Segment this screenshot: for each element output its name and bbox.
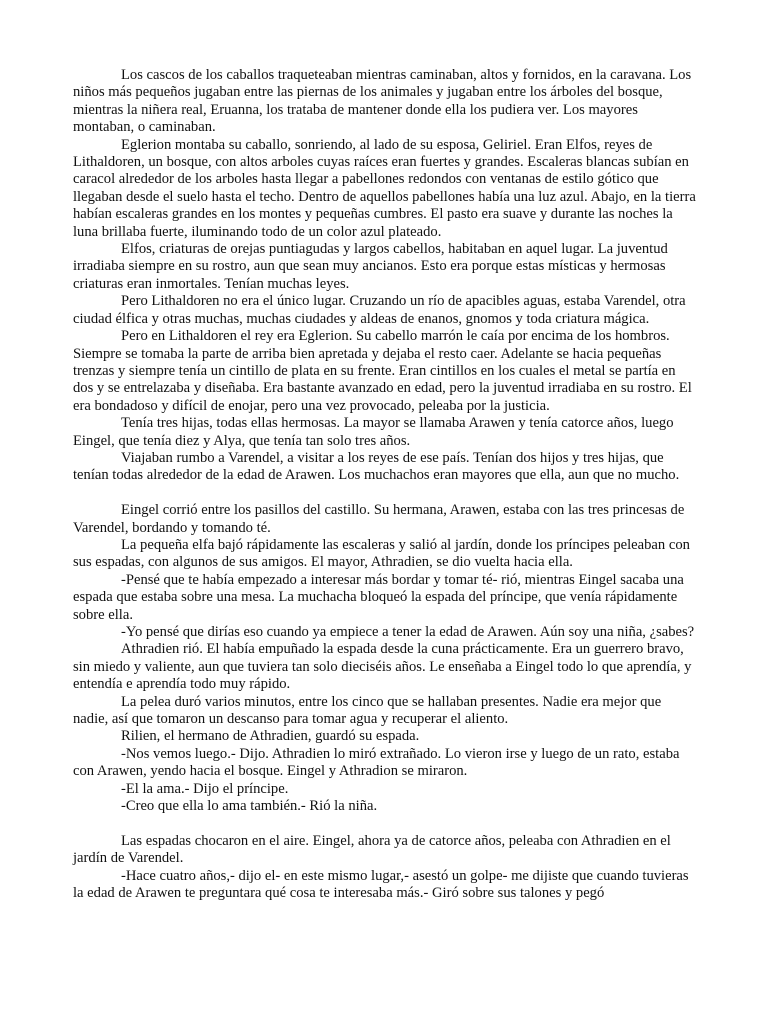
- document-text: [73, 67, 697, 902]
- paragraph: -El la ama.- Dijo el príncipe.: [121, 780, 289, 797]
- paragraph: -Pensé que te había empezado a interesar más bordar y tomar té- rió, mientras Eingel sacaba una espada que estaba sobre una mesa. La muchacha bloqueó la espada del príncipe, que venía rápidamente sobre ella.: [73, 571, 684, 623]
- section-break: [73, 485, 697, 502]
- paragraph: La pequeña elfa bajó rápidamente las escaleras y salió al jardín, donde los príncipes peleaban con sus espadas, con algunos de sus amigos. El mayor, Athradien, se dio vuelta hacia ella.: [73, 536, 690, 571]
- paragraph: Viajaban rumbo a Varendel, a visitar a los reyes de ese país. Tenían dos hijos y tres hijas, que tenían todas alrededor de la edad de Arawen. Los muchachos eran mayores que ella, aun que no mucho.: [73, 449, 680, 484]
- paragraph: La pelea duró varios minutos, entre los cinco que se hallaban presentes. Nadie era mejor que nadie, así que tomaron un descanso para tomar agua y recuperar el aliento.: [73, 693, 662, 728]
- paragraph: Athradien rió. El había empuñado la espada desde la cuna prácticamente. Era un guerrero bravo, sin miedo y valiente, aun que tuviera tan solo dieciséis años. Le enseñaba a Eingel todo lo que aprendía, y entendía e aprendía todo muy rápido.: [73, 641, 692, 693]
- paragraph: -Hace cuatro años,- dijo el- en este mismo lugar,- asestó un golpe- me dijiste que cuando tuvieras la edad de Arawen te preguntara qué cosa te interesaba más.- Giró sobre sus talones y pegó: [73, 867, 689, 902]
- paragraph: Las espadas chocaron en el aire. Eingel, ahora ya de catorce años, peleaba con Athradien en el jardín de Varendel.: [73, 832, 671, 867]
- paragraph: Elfos, criaturas de orejas puntiagudas y largos cabellos, habitaban en aquel lugar. La juventud irradiaba siempre en su rostro, aun que sean muy ancianos. Esto era porque estas místicas y hermosas criaturas eran inmortales. Tenían muchas leyes.: [73, 241, 668, 292]
- paragraph: Rilien, el hermano de Athradien, guardó su espada.: [121, 728, 420, 745]
- paragraph: Eglerion montaba su caballo, sonriendo, al lado de su esposa, Geliriel. Eran Elfos, reyes de Lithaldoren, un bosque, con altos arboles cuyas raíces eran fuertes y grandes. Escaleras blancas subían en caracol alrededor de los arboles hasta llegar a pabellones redondos con ventanas de estilo gótico que llegaban desde el suelo hasta el techo. Dentro de aquellos pabellones había una luz azul. Abajo, en la tierra habían escaleras grandes en los montes y pequeñas cumbres. El pasto era suave y durante las noches la luna brillaba fuerte, iluminando todo de un color azul plateado.: [73, 136, 696, 240]
- paragraph: Pero Lithaldoren no era el único lugar. Cruzando un río de apacibles aguas, estaba Varendel, otra ciudad élfica y otras muchas, muchas ciudades y aldeas de enanos, gnomos y toda criatura mágica.: [73, 293, 686, 327]
- paragraph: Los cascos de los caballos traqueteaban mientras caminaban, altos y fornidos, en la caravana. Los niños más pequeños jugaban entre las piernas de los animales y jugaban entre los árboles del bosque, mientras la niñera real, Eruanna, los trataba de mantener donde ella los pudiera ver. Los mayores montaban, o caminaban.: [73, 67, 692, 136]
- paragraph: Tenía tres hijas, todas ellas hermosas. La mayor se llamaba Arawen y tenía catorce años, luego Eingel, que tenía diez y Alya, que tenía tan solo tres años.: [73, 415, 674, 449]
- section-break: [73, 815, 697, 832]
- paragraph: -Creo que ella lo ama también.- Rió la niña.: [121, 798, 378, 815]
- paragraph: -Nos vemos luego.- Dijo. Athradien lo miró extrañado. Lo vieron irse y luego de un rato, estaba con Arawen, yendo hacia el bosque. Eingel y Athradion se miraron.: [73, 745, 680, 780]
- paragraph: Pero en Lithaldoren el rey era Eglerion. Su cabello marrón le caía por encima de los hombros. Siempre se tomaba la parte de arriba bien apretada y dejaba el resto caer. Adelante se hacia pequeñas trenzas y siempre tenía un cintillo de plata en su frente. Eran cintillos en los cuales el metal se partía en dos y se entrelazaba y diseñaba. Era bastante avanzado en edad, pero la juventud irradiaba en su rostro. El era bondadoso y difícil de enojar, pero una vez provocado, peleaba por la justicia.: [73, 328, 692, 414]
- paragraph: -Yo pensé que dirías eso cuando ya empiece a tener la edad de Arawen. Aún soy una niña, ¿sabes?: [121, 623, 695, 640]
- paragraph: Eingel corrió entre los pasillos del castillo. Su hermana, Arawen, estaba con las tres princesas de Varendel, bordando y tomando té.: [73, 502, 685, 536]
